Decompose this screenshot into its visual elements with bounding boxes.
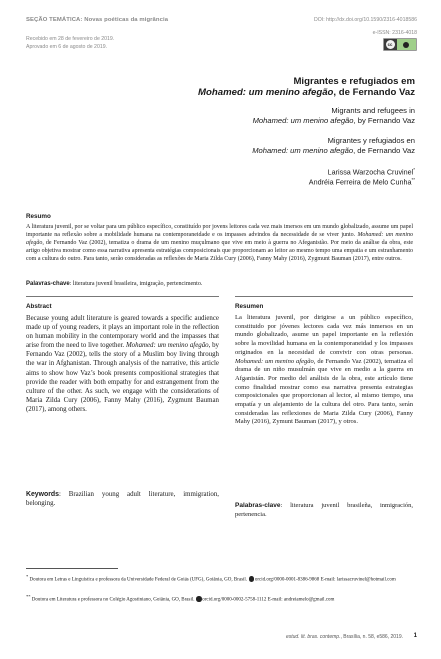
divider (235, 296, 413, 297)
author-1-footnote-mark[interactable]: * (413, 167, 415, 172)
orcid-link[interactable]: orcid.org/0000-0002-5758-1112 (202, 597, 267, 603)
abstract-text-part2: , by Fernando Vaz (2002), tells the story of a Muslim boy living through the war in Afghanistan. Through analysis of the narrative, this article aims to show how Vaz’s book presents compositional strategies that provide the reader with both empathy for and estrangement from the culture of the other. As such, we engage with the considerations of Maria Zilda Cury (2006), Fanny Mahy (2016), Zygmunt Bauman (2017), among others. (26, 342, 220, 413)
journal-citation (286, 634, 403, 640)
creative-commons-icon: cc (386, 40, 395, 49)
email-text[interactable]: E-mail: andreiamelo@gmail.com (266, 597, 335, 603)
palabras-clave (235, 502, 413, 519)
resumen-text-part2: , de Fernando Vaz (2002), tematiza el drama de un niño musulmán que vive en medio a la guerra en Afganistán. Por medio del análisis de la obra, este artículo tiene como finalidad mostrar como esa narrativa presenta estrategias composicionales que proporcionan al lector, al mismo tiempo, una empatía y un alejamiento de la cultura del otro. Para tanto, serán consideradas las reflexiones de Maria Zilda Cury (2006), Fanny Mahy (2016), Zymunt Bauman (2017), y otros. (235, 357, 413, 426)
approved-date: Aprovado em 6 de agosto de 2019. (26, 44, 108, 50)
received-date: Recebido em 28 de fevereiro de 2019. (26, 36, 115, 42)
resumen-text-part1: La literatura juvenil, por dirigirse a un público específico, constituido por jóvenes lectores cada vez más inmersos en un mundo globalizado, asume un papel importante en la reflexión sobre la movilidad humana en la contemporaneidad y los impasses originados en la necesidad de convivir con otras personas. (235, 314, 413, 356)
footnote-mark: ** (26, 594, 31, 599)
title-suffix: , de Fernando Vaz (333, 87, 415, 98)
attribution-icon (397, 39, 417, 50)
citation-details: , Brasília, n. 58, e586, 2019. (340, 634, 403, 640)
keywords-label: Keywords (26, 491, 59, 498)
page-number: 1 (413, 633, 417, 639)
author-2-footnote-mark[interactable]: ** (411, 177, 415, 182)
orcid-icon (249, 576, 255, 582)
footnote (26, 594, 413, 604)
abstract-heading: Abstract (26, 303, 52, 310)
spanish-title-line2 (252, 146, 415, 155)
resumen-paragraph (235, 314, 413, 427)
article-title-line1: Migrantes e refugiados em (293, 76, 415, 87)
keywords-label: Palabras-clave (235, 502, 281, 509)
email-text[interactable]: E-mail: larissacruvinel@hotmail.com (319, 577, 396, 583)
eissn-label: e-ISSN: 2316-4018 (372, 30, 417, 36)
english-title-line1: Migrants and refugees in (331, 106, 415, 115)
book-title: Mohamed: um menino afegão (198, 87, 334, 98)
author-1-name: Larissa Warzocha Cruvinel (327, 167, 414, 177)
english-title-line2 (253, 116, 415, 125)
author-2-name: Andréia Ferreira de Melo Cunha (308, 177, 412, 187)
author-name (309, 177, 415, 186)
book-title: Mohamed: um menino afegão (125, 342, 209, 350)
resumo-heading: Resumo (26, 213, 51, 220)
book-title: Mohamed: um menino afegão (252, 146, 354, 155)
section-label: SEÇÃO TEMÁTICA: Novas poéticas da migrância (26, 17, 169, 23)
footnote-text: Doutora em Literatura e professora no Colégio Agostiniano, Goiânia, GO, Brasil. (30, 597, 196, 603)
keywords-list: : literatura juvenil brasileira, imigração, pertencimento. (69, 281, 203, 287)
resumo-text-part1: A literatura juvenil, por se voltar para um público específico, constituído por jovens leitores cada vez mais imersos em um mundo globalizado, assume um papel importante na reflexão sobre a mobilidade humana na contemporaneidade e os impasses advindos da necessidade de se viver junto. (26, 224, 413, 238)
author-name (328, 167, 415, 176)
title-suffix: , de Fernando Vaz (353, 146, 415, 155)
orcid-icon (196, 596, 202, 602)
footnote-divider (26, 568, 118, 569)
journal-name: estud. lit. bras. contemp. (285, 634, 341, 640)
orcid-link[interactable]: orcid.org/0000-0001-8386-9868 (254, 577, 320, 583)
keywords (26, 490, 219, 508)
abstract-text-part1: Because young adult literature is geared towards a specific audience made up of young readers, it plays an important role in the reflection on human mobility in the contemporary world and the impasses that arise from the need to live together. (26, 315, 219, 350)
resumo-text-part2: , de Fernando Vaz (2002), tematiza o drama de um menino muçulmano que vive em meio à guerra no Afeganistão. Por meio da análise da obra, este artigo objetiva mostrar como essa narrativa apresenta estratégias composicionais que proporcionam ao leitor ao mesmo tempo uma empatia e um estranhamento com a cultura do outro. Para tanto, serão consideradas as reflexões de Maria Zilda Cury (2006), Fanny Mahy (2016), Zygmunt Bauman (2017), entre outros. (26, 239, 413, 262)
book-title: Mohamed: um menino afegão (252, 116, 354, 125)
footnote-text: Doutora em Letras e Linguística e professora da Universidade Federal de Goiás (UFG), Goiânia, GO, Brasil. (28, 577, 249, 583)
doi-link[interactable]: DOI: http://dx.doi.org/10.1590/2316-4018586 (314, 17, 417, 23)
keywords-label: Palavras-chave (26, 281, 70, 287)
book-title: Mohamed: um menino afegão (26, 231, 413, 246)
abstract-paragraph (26, 314, 219, 414)
divider (26, 296, 219, 297)
resumo-paragraph (26, 224, 413, 264)
title-suffix: , by Fernando Vaz (353, 116, 415, 125)
keywords-list: : literatura juvenil brasileña, inmigración, pertenencia. (235, 502, 413, 518)
book-title: Mohamed: um menino afegão (235, 357, 314, 365)
cc-by-license-icon[interactable] (383, 38, 417, 51)
spanish-title-line1: Migrantes y refugiados en (327, 136, 415, 145)
keywords-list: : Brazilian young adult literature, immigration, belonging. (26, 491, 219, 508)
palavras-chave (26, 281, 413, 289)
article-title-line2 (198, 87, 415, 98)
resumen-heading: Resumen (235, 303, 264, 310)
footnote (26, 574, 413, 584)
footnote-mark: * (26, 574, 29, 579)
